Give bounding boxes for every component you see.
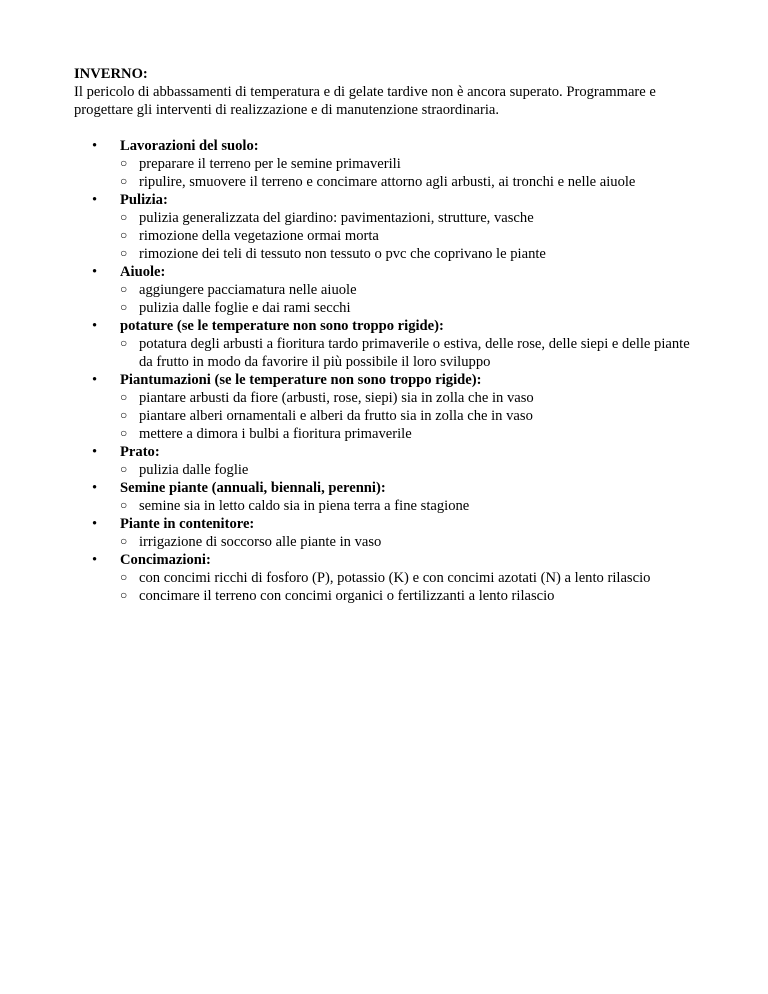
bullet-icon: • [92, 318, 98, 334]
item-list [120, 533, 704, 551]
section-prato [74, 443, 704, 479]
circle-bullet-icon: ○ [120, 498, 128, 512]
list-item-text: piantare arbusti da fiore (arbusti, rose, siepi) sia in zolla che in vaso [139, 390, 534, 406]
bullet-icon: • [92, 516, 98, 532]
circle-bullet-icon: ○ [120, 246, 128, 260]
section-piantumazioni [74, 371, 704, 443]
list-item [120, 533, 704, 551]
bullet-icon: • [92, 372, 98, 388]
list-item [120, 299, 704, 317]
list-item [120, 461, 704, 479]
circle-bullet-icon: ○ [120, 426, 128, 440]
list-item-text: mettere a dimora i bulbi a fioritura primaverile [139, 426, 412, 442]
item-list [120, 569, 704, 605]
item-list [120, 461, 704, 479]
section-lavorazioni-suolo [74, 137, 704, 191]
list-item-text: concimare il terreno con concimi organici o fertilizzanti a lento rilascio [139, 588, 555, 604]
item-list [120, 209, 704, 263]
circle-bullet-icon: ○ [120, 300, 128, 314]
list-item-text: semine sia in letto caldo sia in piena terra a fine stagione [139, 498, 470, 514]
section-potature [74, 317, 704, 371]
bullet-icon: • [92, 552, 98, 568]
section-pulizia [74, 191, 704, 263]
list-item-text: pulizia dalle foglie e dai rami secchi [139, 300, 351, 316]
bullet-icon: • [92, 138, 98, 154]
list-item [120, 245, 704, 263]
circle-bullet-icon: ○ [120, 228, 128, 242]
list-item-text: pulizia generalizzata del giardino: pavimentazioni, strutture, vasche [139, 210, 534, 226]
circle-bullet-icon: ○ [120, 174, 128, 188]
circle-bullet-icon: ○ [120, 408, 128, 422]
circle-bullet-icon: ○ [120, 156, 128, 170]
section-title: Piante in contenitore: [120, 516, 255, 532]
list-item [120, 281, 704, 299]
intro-paragraph: Il pericolo di abbassamenti di temperatura e di gelate tardive non è ancora superato. Programmare e progettare gli interventi di realizzazione e di manutenzione straordinaria. [74, 84, 656, 118]
list-item-text: rimozione dei teli di tessuto non tessuto o pvc che coprivano le piante [139, 246, 546, 262]
circle-bullet-icon: ○ [120, 570, 128, 584]
section-semine-piante [74, 479, 704, 515]
list-item-text: pulizia dalle foglie [139, 462, 249, 478]
section-title: Piantumazioni (se le temperature non sono troppo rigide): [120, 372, 482, 388]
document-page [74, 65, 704, 605]
item-list [120, 335, 704, 371]
circle-bullet-icon: ○ [120, 462, 128, 476]
document-heading: INVERNO: [74, 66, 148, 82]
item-list [120, 497, 704, 515]
circle-bullet-icon: ○ [120, 336, 128, 350]
bullet-icon: • [92, 264, 98, 280]
section-title: Lavorazioni del suolo: [120, 138, 259, 154]
list-item [120, 425, 704, 443]
circle-bullet-icon: ○ [120, 390, 128, 404]
list-item [120, 335, 704, 371]
list-item [120, 173, 704, 191]
circle-bullet-icon: ○ [120, 210, 128, 224]
bullet-icon: • [92, 444, 98, 460]
list-item [120, 497, 704, 515]
list-item [120, 227, 704, 245]
item-list [120, 281, 704, 317]
section-title: Aiuole: [120, 264, 166, 280]
section-title: Concimazioni: [120, 552, 211, 568]
list-item-text: preparare il terreno per le semine primaverili [139, 156, 401, 172]
circle-bullet-icon: ○ [120, 282, 128, 296]
item-list [120, 389, 704, 443]
section-concimazioni [74, 551, 704, 605]
list-item [120, 407, 704, 425]
section-piante-contenitore [74, 515, 704, 551]
section-title: potature (se le temperature non sono troppo rigide): [120, 318, 444, 334]
bullet-icon: • [92, 192, 98, 208]
list-item-text: rimozione della vegetazione ormai morta [139, 228, 379, 244]
section-title: Semine piante (annuali, biennali, perenni): [120, 480, 386, 496]
list-item-text: ripulire, smuovere il terreno e concimare attorno agli arbusti, ai tronchi e nelle aiuole [139, 174, 636, 190]
list-item [120, 209, 704, 227]
list-item [120, 155, 704, 173]
list-item-text: aggiungere pacciamatura nelle aiuole [139, 282, 357, 298]
list-item-text: irrigazione di soccorso alle piante in vaso [139, 534, 382, 550]
section-aiuole [74, 263, 704, 317]
section-title: Pulizia: [120, 192, 168, 208]
list-item-text: potatura degli arbusti a fioritura tardo primaverile o estiva, delle rose, delle siepi e delle piante da frutto in modo da favorire il più possibile il loro sviluppo [139, 336, 690, 370]
circle-bullet-icon: ○ [120, 534, 128, 548]
list-item [120, 389, 704, 407]
item-list [120, 155, 704, 191]
section-title: Prato: [120, 444, 160, 460]
list-item [120, 587, 704, 605]
circle-bullet-icon: ○ [120, 588, 128, 602]
list-item-text: piantare alberi ornamentali e alberi da frutto sia in zolla che in vaso [139, 408, 533, 424]
list-item-text: con concimi ricchi di fosforo (P), potassio (K) e con concimi azotati (N) a lento rilascio [139, 570, 651, 586]
section-list [74, 137, 704, 605]
list-item [120, 569, 704, 587]
bullet-icon: • [92, 480, 98, 496]
